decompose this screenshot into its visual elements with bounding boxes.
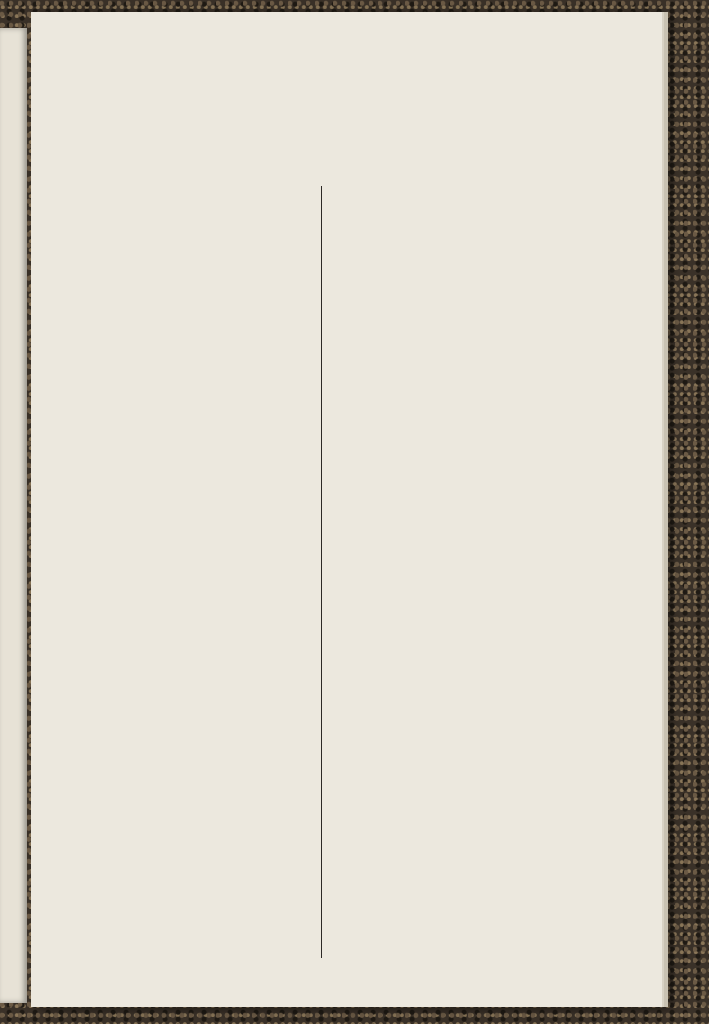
column-divider	[321, 186, 322, 958]
book-page	[31, 12, 662, 1007]
facing-page-edge	[0, 28, 27, 1003]
